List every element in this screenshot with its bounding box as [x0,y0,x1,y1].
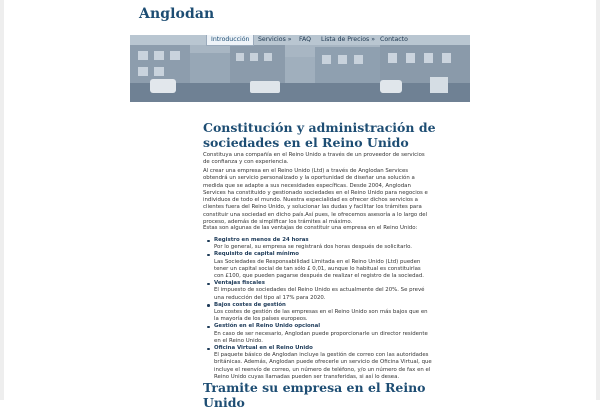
advantage-desc: El paquete básico de Anglodan incluye la gestión de correo con las autoridades británicas. Además, Anglodan puede ofrecerle un servicio de Oficina Virtual, que incluye el reenvío de correo, un número de teléfono, y/o un número de fax en el Reino Unido cuyas llamadas pueden ser transferidas, si así lo desea. [214,352,432,380]
advantage-desc: Las Sociedades de Responsabilidad Limitada en el Reino Unido (Ltd) pueden tener un capital social de tan sólo £ 0,01, aunque lo habitual es constituirlas con £100, que pueden pagarse después de realizar el registro de la sociedad. [214,258,424,280]
nav-contacto[interactable]: Contacto [380,36,408,43]
advantage-title: Registro en menos de 24 horas [214,237,309,243]
section-title: Tramite su empresa en el Reino Unido [203,380,426,410]
advantage-title: Gestión en el Reino Unido opcional [214,323,321,330]
advantage-title: Bajos costes de gestión [214,301,286,308]
advantage-desc: Por lo general, su empresa se registrará dos horas después de solicitarlo. [214,244,413,251]
advantage-title: Ventajas fiscales [214,280,265,287]
main-nav [130,35,470,45]
advantage-title: Requisito de capital mínimo [214,251,299,258]
site-container [130,0,470,410]
list-item [214,280,432,302]
advantage-desc: Los costes de gestión de las empresas en el Reino Unido son más bajos que en la mayoría de los países europeos. [214,309,428,323]
advantages-intro: Estas son algunas de las ventajas de constituir una empresa en el Reino Unido: [203,225,418,231]
list-item [214,251,432,280]
street-photo [130,35,470,102]
advantages-list [203,237,432,381]
list-item [214,237,432,251]
intro-paragraph: Constituya una compañía en el Reino Unido a través de un proveedor de servicios de confianza y con experiencia. [203,152,425,166]
list-item [214,323,432,345]
site-header [130,0,470,36]
page-border-right [596,0,600,400]
list-item [214,302,432,324]
nav-servicios[interactable]: Servicios » [258,36,292,43]
page-border-left [0,0,4,400]
advantage-desc: En caso de ser necesario, Anglodan puede proporcionarle un director residente en el Reino Unido. [214,330,428,344]
nav-faq[interactable]: FAQ [299,36,311,43]
nav-lista-precios[interactable]: Lista de Precios » [321,36,375,43]
advantage-desc: El impuesto de sociedades del Reino Unido es actualmente del 20%. Se prevé una reducción del tipo al 17% para 2020. [214,287,425,301]
header-banner [130,35,470,102]
list-item [214,345,432,381]
page-title: Constitución y administración de sociedades en el Reino Unido [203,120,436,150]
site-logo[interactable]: Anglodan [139,6,215,22]
nav-introduccion[interactable]: Introducción [206,35,254,46]
body-paragraph: Al crear una empresa en el Reino Unido (Ltd) a través de Anglodan Services obtendrá un servicio personalizado y la oportunidad de diseñar una solución a medida que se adapte a sus necesidades específicas. Desde 2004, Anglodan Services ha constituido y gestionado sociedades en el Reino Unido para negocios e individuos de todo el mundo. Nuestra especialidad es ofrecer dichos servicios a clientes fuera del Reino Unido, y solucionar las dudas y facilitar los trámites para constituir una sociedad en dicho país.Así pues, le ofrecemos asesoría a lo largo del proceso, además de simplificar los trámites al máximo. [203,168,428,226]
advantage-title: Oficina Virtual en el Reino Unido [214,345,313,352]
